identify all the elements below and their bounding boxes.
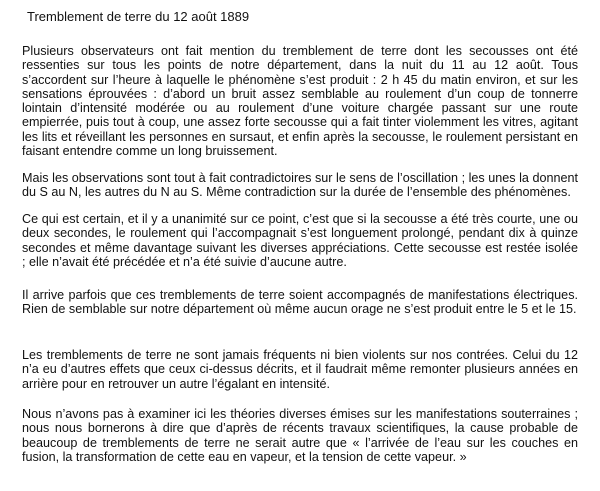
paragraph-contradictions: Mais les observations sont tout à fait contradictoires sur le sens de l’oscillation ; les unes la donnent du S au N, les autres du N au S. Même contradiction sur la durée de l’ensemble des phénomènes. bbox=[22, 171, 578, 200]
paragraph-duration: Ce qui est certain, et il y a unanimité sur ce point, c’est que si la secousse a été très courte, une ou deux secondes, le roulement qui l’accompagnait s’est longuement prolongé, pendant dix à quinze secondes et même davantage suivant les diverses appréciations. Cette secousse est restée isolée ; elle n’avait été précédée et n’a été suivie d’aucune autre. bbox=[22, 212, 578, 269]
paragraph-frequency: Les tremblements de terre ne sont jamais fréquents ni bien violents sur nos contrées. Celui du 12 n’a eu d’autres effets que ceux ci-dessus décrits, et il faudrait même remonter plusieurs années en arrière pour en retrouver un autre l’égalant en intensité. bbox=[22, 348, 578, 391]
paragraph-theories: Nous n’avons pas à examiner ici les théories diverses émises sur les manifestations souterraines ; nous nous bornerons à dire que d’après de récents travaux scientifiques, la cause probable de beaucoup de tremblements de terre ne serait autre que « l’arrivée de l’eau sur les couches en fusion, la transformation de cette eau en vapeur, et la tension de cette vapeur. » bbox=[22, 407, 578, 464]
document-title: Tremblement de terre du 12 août 1889 bbox=[27, 9, 250, 24]
paragraph-electrical: Il arrive parfois que ces tremblements de terre soient accompagnés de manifestations électriques. Rien de semblable sur notre département où même aucun orage ne s’est produit entre le 5 et le 15. bbox=[22, 288, 578, 317]
paragraph-observations: Plusieurs observateurs ont fait mention du tremblement de terre dont les secousses ont été ressenties sur tous les points de notre département, dans la nuit du 11 au 12 août. Tous s’accordent sur l’heure à laquelle le phénomène s’est produit : 2 h 45 du matin environ, et sur les sensations éprouvées : d’abord un bruit assez semblable au roulement d’un coup de tonnerre lointain d’intensité modérée ou au roulement d’une voiture chargée passant sur une route empierrée, puis tout à coup, une assez forte secousse qui a fait tinter violemment les vitres, agitant les lits et réveillant les personnes en sursaut, et enfin après la secousse, le roulement persistant en faisant entendre comme un long bruissement. bbox=[22, 44, 578, 159]
